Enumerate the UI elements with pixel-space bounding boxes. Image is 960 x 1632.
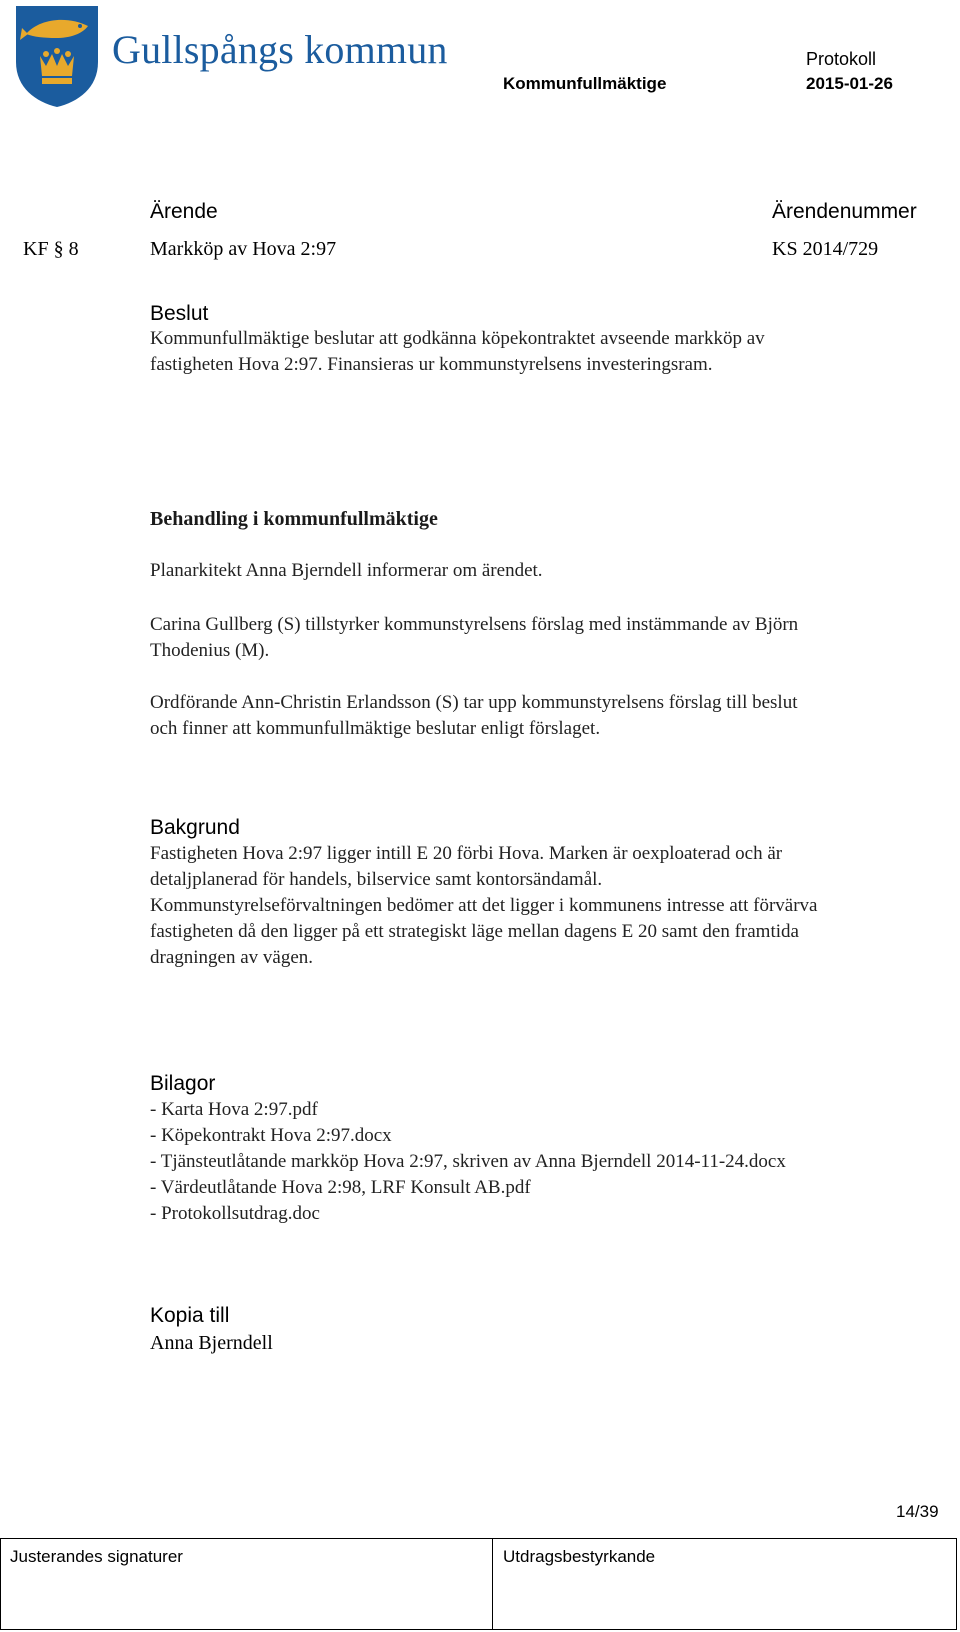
certification-label: Utdragsbestyrkande xyxy=(503,1547,656,1566)
treatment-line: Thodenius (M). xyxy=(150,640,270,661)
background-heading: Bakgrund xyxy=(150,816,240,839)
page-number: 14/39 xyxy=(896,1502,939,1521)
background-line: detaljplanerad för handels, bilservice samt kontorsändamål. xyxy=(150,869,603,890)
paragraph-number: KF § 8 xyxy=(23,238,79,260)
signatures-label: Justerandes signaturer xyxy=(10,1547,183,1566)
attachment-item: - Tjänsteutlåtande markköp Hova 2:97, skriven av Anna Bjerndell 2014-11-24.docx xyxy=(150,1151,786,1172)
attachments-list xyxy=(150,1097,940,1227)
treatment-paragraph-3 xyxy=(150,690,940,742)
treatment-paragraph-2 xyxy=(150,612,940,664)
decision-line: fastigheten Hova 2:97. Finansieras ur kommunstyrelsens investeringsram. xyxy=(150,354,713,375)
document-type: Protokoll xyxy=(806,49,877,69)
case-number: KS 2014/729 xyxy=(772,238,879,260)
case-number-label: Ärendenummer xyxy=(772,200,917,223)
attachment-item: - Värdeutlåtande Hova 2:98, LRF Konsult AB.pdf xyxy=(150,1177,531,1198)
treatment-line: Carina Gullberg (S) tillstyrker kommunstyrelsens förslag med instämmande av Björn xyxy=(150,614,799,635)
attachments-heading: Bilagor xyxy=(150,1072,216,1095)
background-line: fastigheten då den ligger på ett strategiskt läge mellan dagens E 20 samt den framtida xyxy=(150,921,799,942)
decision-line: Kommunfullmäktige beslutar att godkänna köpekontraktet avseende markköp av xyxy=(150,328,765,349)
background-line: Kommunstyrelseförvaltningen bedömer att det ligger i kommunens intresse att förvärva xyxy=(150,895,818,916)
treatment-line: och finner att kommunfullmäktige beslutar enligt förslaget. xyxy=(150,718,601,739)
background-text xyxy=(150,841,940,971)
decision-heading: Beslut xyxy=(150,302,209,325)
attachment-item: - Protokollsutdrag.doc xyxy=(150,1203,320,1224)
signature-box-divider xyxy=(492,1538,493,1630)
coat-of-arms-logo xyxy=(12,4,102,108)
treatment-heading: Behandling i kommunfullmäktige xyxy=(150,508,438,530)
attachment-item: - Karta Hova 2:97.pdf xyxy=(150,1099,318,1120)
background-line: dragningen av vägen. xyxy=(150,947,314,968)
copy-to-name: Anna Bjerndell xyxy=(150,1332,273,1354)
copy-to-heading: Kopia till xyxy=(150,1304,230,1327)
organization-name: Gullspångs kommun xyxy=(112,27,448,72)
board-name: Kommunfullmäktige xyxy=(503,74,667,93)
decision-text xyxy=(150,326,940,378)
subject-label: Ärende xyxy=(150,200,218,223)
treatment-line: Ordförande Ann-Christin Erlandsson (S) tar upp kommunstyrelsens förslag till beslut xyxy=(150,692,798,713)
background-line: Fastigheten Hova 2:97 ligger intill E 20 förbi Hova. Marken är oexploaterad och är xyxy=(150,843,783,864)
treatment-paragraph-1: Planarkitekt Anna Bjerndell informerar om ärendet. xyxy=(150,560,543,581)
meeting-date: 2015-01-26 xyxy=(806,74,893,93)
case-title: Markköp av Hova 2:97 xyxy=(150,238,337,260)
attachment-item: - Köpekontrakt Hova 2:97.docx xyxy=(150,1125,392,1146)
